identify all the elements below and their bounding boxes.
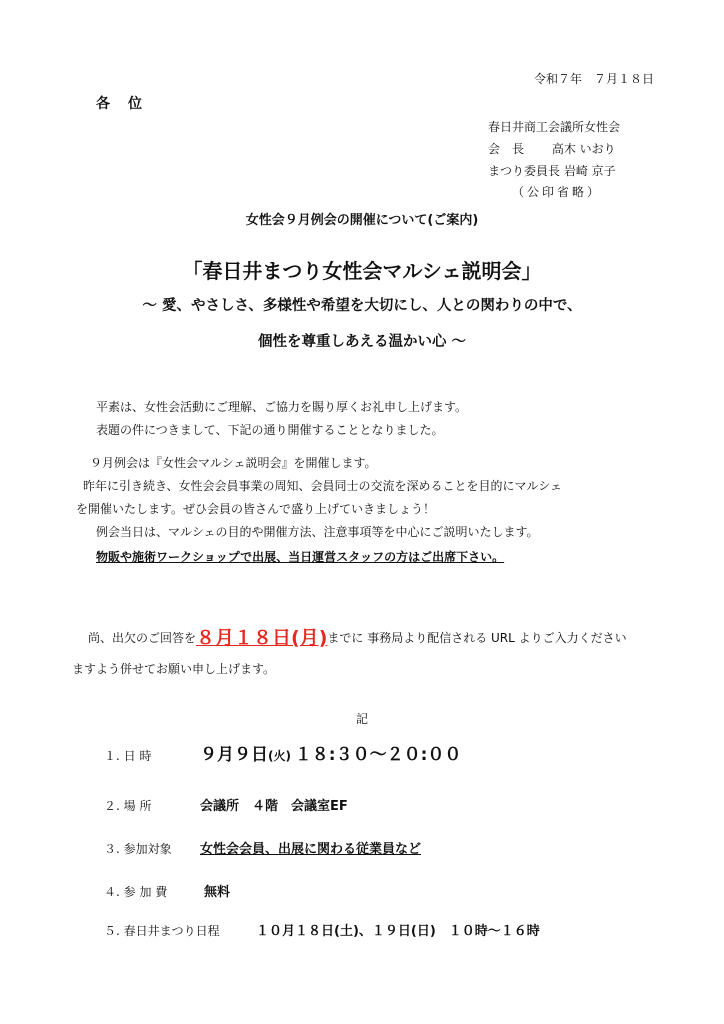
reply-deadline: ８月１８日(月) bbox=[196, 627, 328, 649]
detail-target-label: ３. 参加対象 bbox=[104, 842, 172, 856]
detail-time: １８:３０～２０:００ bbox=[294, 745, 462, 765]
detail-fee-label: ４. 参 加 費 bbox=[104, 885, 168, 899]
detail-date-time bbox=[104, 740, 461, 765]
detail-date-day: ９月９日 bbox=[200, 745, 268, 765]
seal-omitted-note: （公印省略） bbox=[512, 185, 603, 199]
reply-request bbox=[88, 623, 627, 650]
detail-place bbox=[104, 795, 348, 814]
detail-date-label: １. 日 時 bbox=[104, 749, 152, 763]
body-paragraph-emphasis: 物販や施術ワークショップで出展、当日運営スタッフの方はご出席下さい。 bbox=[96, 550, 505, 564]
detail-place-label: ２. 場 所 bbox=[104, 799, 152, 813]
detail-target-value: 女性会会員、出展に関わる従業員など bbox=[200, 842, 422, 857]
detail-fee-value: 無料 bbox=[204, 885, 231, 900]
detail-place-value: 会議所 ４階 会議室EF bbox=[200, 799, 348, 814]
reply-request-line-2: ますよう併せてお願い申し上げます。 bbox=[72, 662, 276, 676]
detail-date-dow: (火) bbox=[268, 749, 291, 763]
detail-target bbox=[104, 838, 421, 857]
sender-chair: 会 長 高木 いおり bbox=[488, 142, 616, 156]
body-paragraph-3: ９月例会は『女性会マルシェ説明会』を開催します。 bbox=[90, 456, 377, 470]
detail-schedule-label: ５. 春日井まつり日程 bbox=[104, 924, 220, 938]
subject-line: 女性会９月例会の開催について(ご案内) bbox=[245, 213, 479, 228]
detail-festival-schedule bbox=[104, 920, 540, 939]
sender-committee-chair: まつり委員長 岩崎 京子 bbox=[488, 164, 616, 178]
addressee: 各位 bbox=[96, 96, 160, 112]
subtitle-line-1: ～ 愛、やさしさ、多様性や希望を大切にし、人との関わりの中で、 bbox=[142, 298, 582, 314]
body-paragraph-2: 表題の件につきまして、下記の通り開催することとなりました。 bbox=[96, 423, 444, 437]
detail-schedule-value: １０月１８日(土)、１９日(日) １０時～１６時 bbox=[256, 924, 540, 939]
document-date: 令和７年 ７月１８日 bbox=[533, 72, 654, 86]
event-title: 「春日井まつり女性会マルシェ説明会」 bbox=[182, 259, 542, 283]
subtitle-line-2: 個性を尊重しあえる温かい心 ～ bbox=[257, 334, 467, 350]
body-paragraph-4: 昨年に引き続き、女性会会員事業の周知、会員同士の交流を深めることを目的にマルシェ bbox=[83, 479, 562, 493]
body-paragraph-6: 例会当日は、マルシェの目的や開催方法、注意事項等を中心にご説明いたします。 bbox=[96, 525, 539, 539]
detail-fee bbox=[104, 881, 230, 900]
reply-suffix: までに 事務局より配信される URL よりご入力ください bbox=[327, 631, 627, 645]
reply-prefix: 尚、出欠のご回答を bbox=[88, 631, 197, 645]
sender-organization: 春日井商工会議所女性会 bbox=[488, 120, 621, 134]
ki-heading: 記 bbox=[355, 712, 368, 726]
body-paragraph-5: を開催いたします。ぜひ会員の皆さんで盛り上げていきましょう！ bbox=[76, 502, 436, 516]
body-paragraph-1: 平素は、女性会活動にご理解、ご協力を賜り厚くお礼申し上げます。 bbox=[96, 400, 468, 414]
